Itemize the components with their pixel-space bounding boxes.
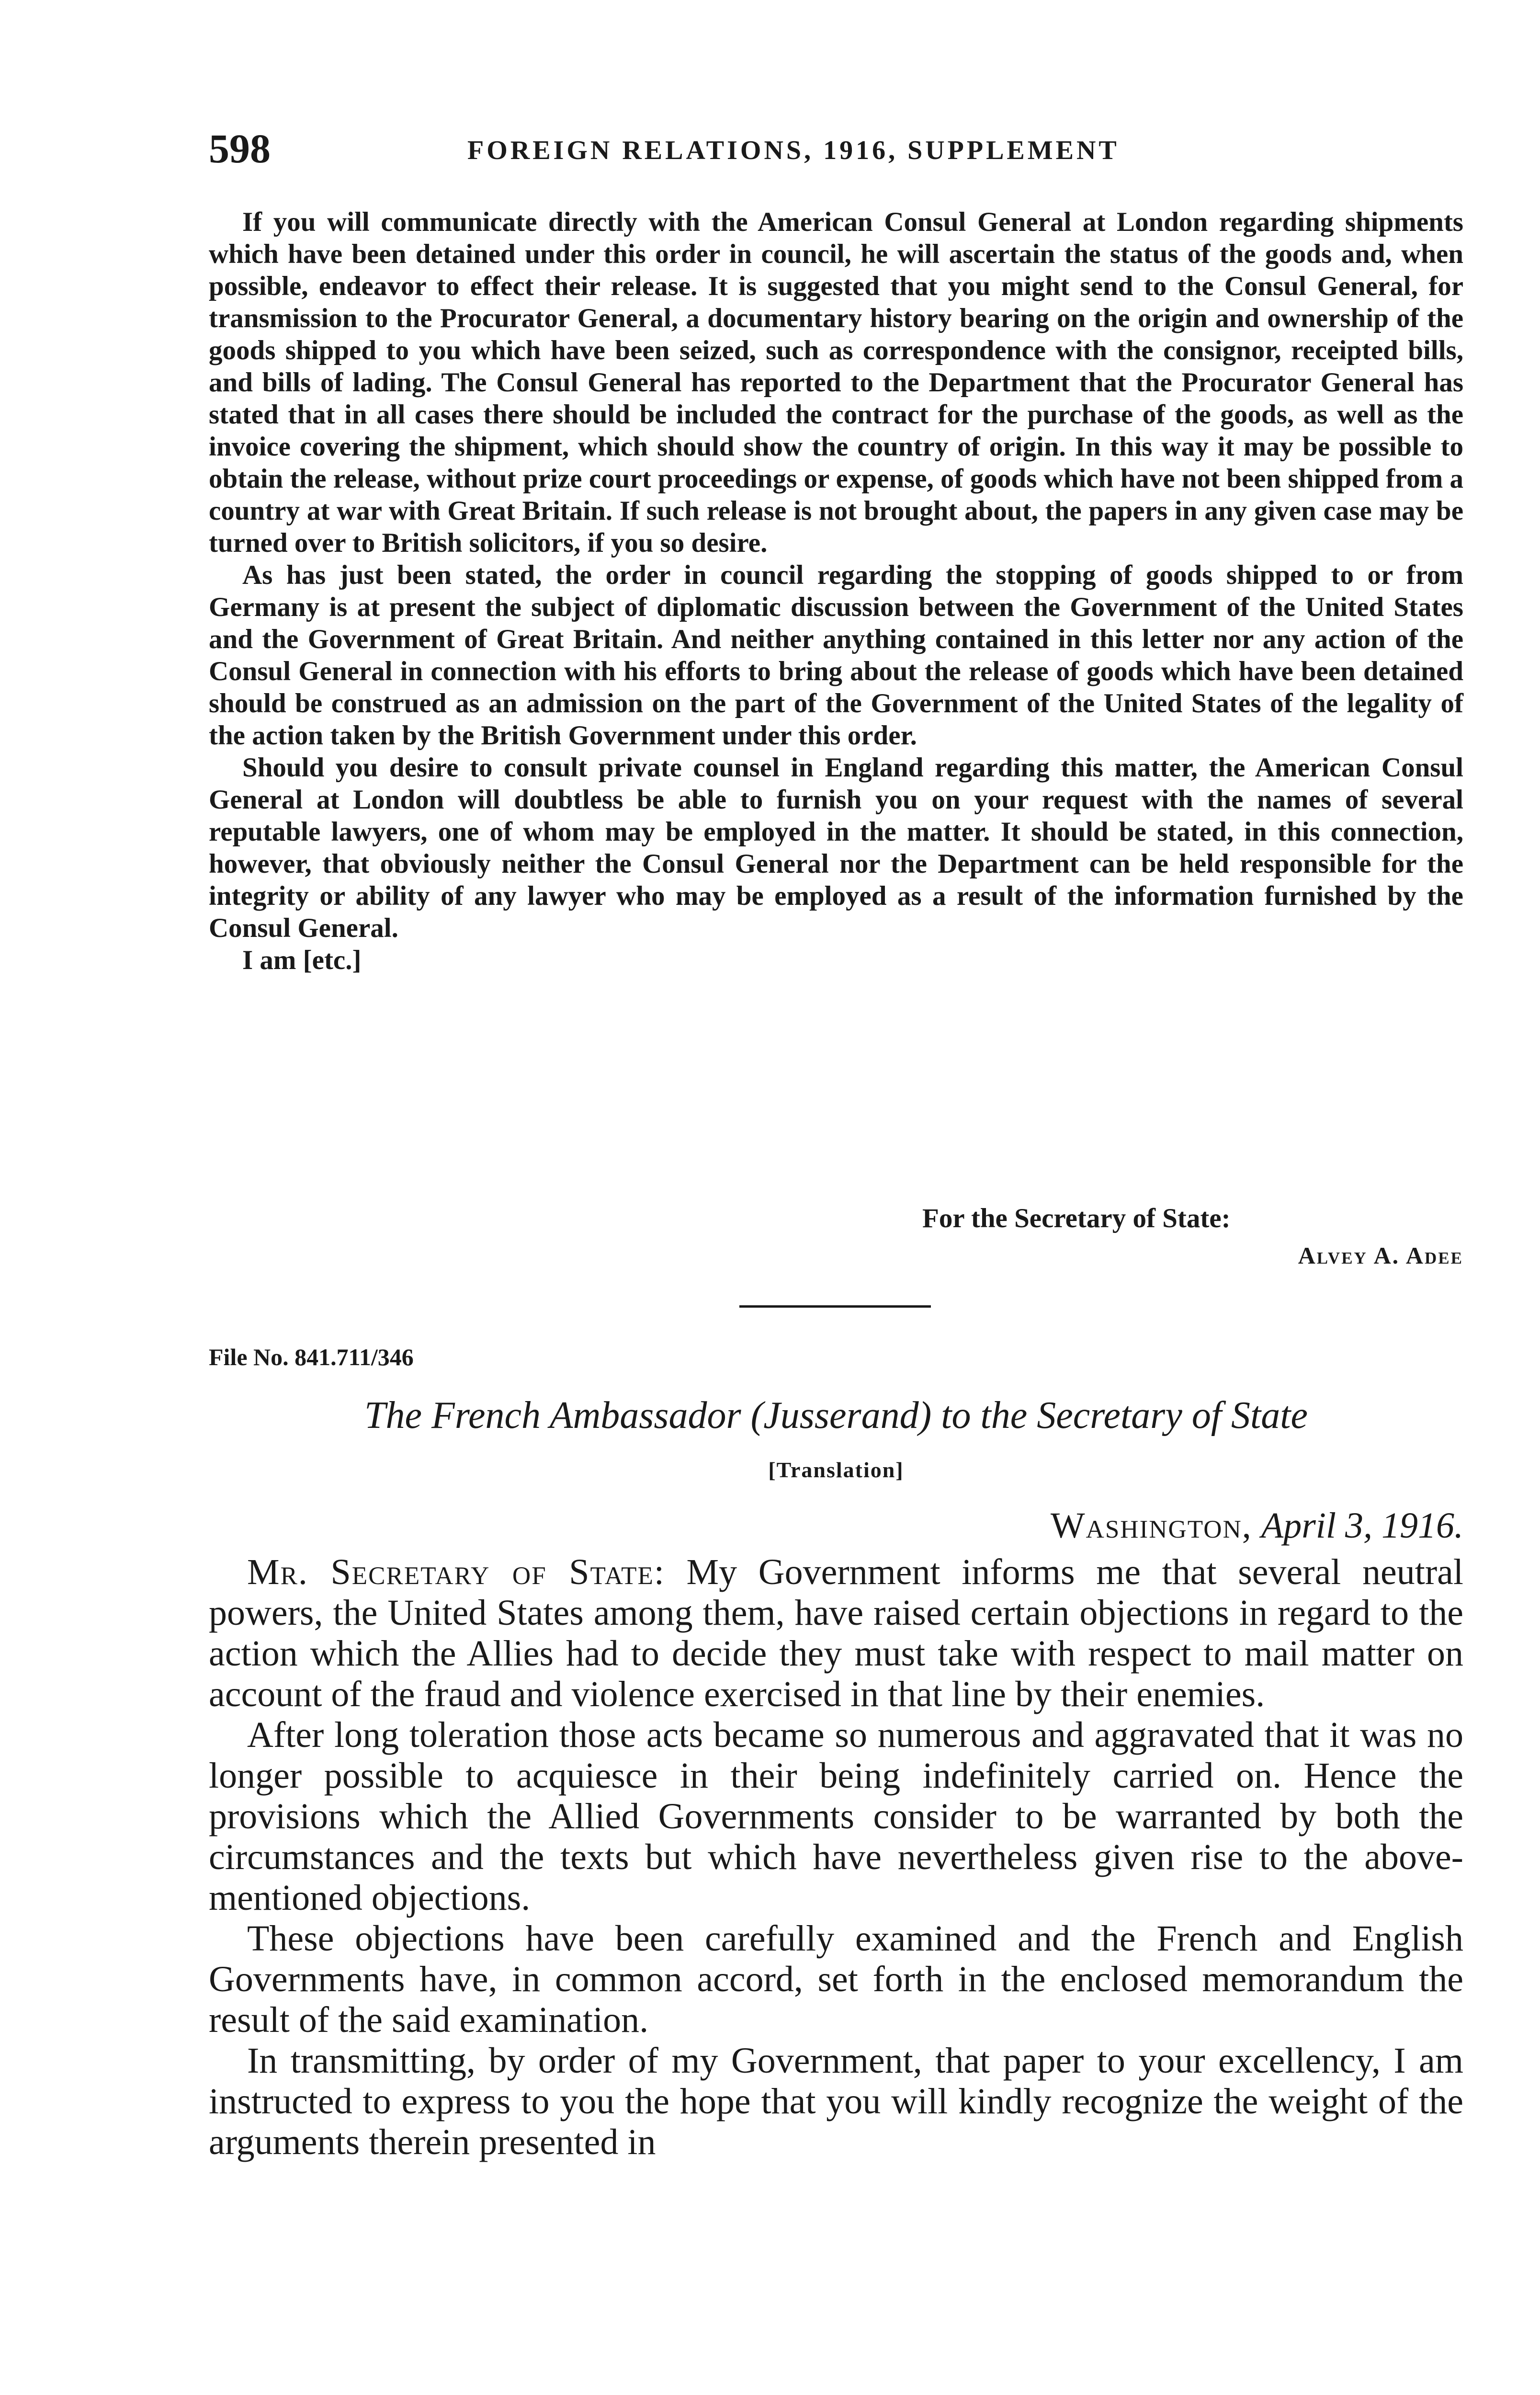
dateline-place: Washington, bbox=[1050, 1505, 1252, 1546]
translation-note: [Translation] bbox=[768, 1458, 904, 1482]
letter-paragraph: Should you desire to consult private counsel in England regarding this matter, the American Consul General at London will doubtless be able to furnish you on your request with the names of several reputable lawyers, one of whom may be employed in the matter. It should be stated, in this connection, however, that obviously neither the Consul General nor the Department can be held responsible for the integrity or ability of any lawyer who may be employed as a result of the information furnished by the Consul General. bbox=[209, 753, 1463, 943]
salutation: Mr. Secretary of State: bbox=[247, 1552, 665, 1592]
page-header bbox=[209, 120, 1463, 177]
letter-closing: I am [etc.] bbox=[242, 945, 362, 975]
body-paragraph: In transmitting, by order of my Government, that paper to your excellency, I am instructed to express to you the hope that you will kindly recognize the weight of the arguments therein presented in bbox=[209, 2041, 1463, 2162]
for-secretary-line: For the Secretary of State: bbox=[922, 1203, 1231, 1233]
document-body bbox=[209, 1552, 1463, 2163]
running-head: FOREIGN RELATIONS, 1916, SUPPLEMENT bbox=[467, 136, 1120, 165]
body-paragraph: These objections have been carefully examined and the French and English Governments have, in common accord, set forth in the enclosed memorandum the result of the said examination. bbox=[209, 1918, 1463, 2040]
signatory-name: Alvey A. Adee bbox=[1298, 1242, 1463, 1269]
file-number: File No. 841.711/346 bbox=[209, 1344, 414, 1370]
letter-paragraph: If you will communicate directly with the American Consul General at London regarding shipments which have been detained under this order in council, he will ascertain the status of the goods and, when possible, endeavor to effect their release. It is suggested that you might send to the Consul General, for transmission to the Procurator General, a documentary history bearing on the origin and ownership of the goods shipped to you which have been seized, such as correspondence with the consignor, receipted bills, and bills of lading. The Consul General has reported to the Department that the Procurator General has stated that in all cases there should be included the contract for the purchase of the goods, as well as the invoice covering the shipment, which should show the country of origin. In this way it may be possible to obtain the release, without prize court proceedings or expense, of goods which have not been shipped from a country at war with Great Britain. If such release is not brought about, the papers in any given case may be turned over to British solicitors, if you so desire. bbox=[209, 207, 1463, 558]
signature-block bbox=[209, 1202, 1463, 1279]
section-divider bbox=[739, 1305, 931, 1308]
letter-body bbox=[209, 206, 1463, 976]
document-title: The French Ambassador (Jusserand) to the Secretary of State bbox=[364, 1394, 1308, 1437]
page-number: 598 bbox=[209, 125, 271, 171]
dateline bbox=[1051, 1502, 1463, 1550]
body-paragraph-text: My Government informs me that several neutral powers, the United States among them, have raised certain objections in regard to the action which the Allies had to decide they must take with respect to mail matter on account of the fraud and violence exercised in that line by their enemies. bbox=[209, 1552, 1464, 1714]
dateline-date: April 3, 1916. bbox=[1261, 1505, 1463, 1546]
letter-paragraph: As has just been stated, the order in council regarding the stopping of goods shipped to or from Germany is at present the subject of diplomatic discussion between the Government of the United States and the Government of Great Britain. And neither anything contained in this letter nor any action of the Consul General in connection with his efforts to bring about the release of goods which have been detained should be construed as an admission on the part of the Government of the United States of the legality of the action taken by the British Government under this order. bbox=[209, 560, 1463, 751]
body-paragraph: After long toleration those acts became so numerous and aggravated that it was no longer possible to acquiesce in their being indefinitely carried on. Hence the provisions which the Allied Governments consider to be warranted by both the circumstances and the texts but which have nevertheless given rise to the above-mentioned objections. bbox=[209, 1715, 1463, 1918]
body-paragraph bbox=[209, 1552, 1463, 1715]
